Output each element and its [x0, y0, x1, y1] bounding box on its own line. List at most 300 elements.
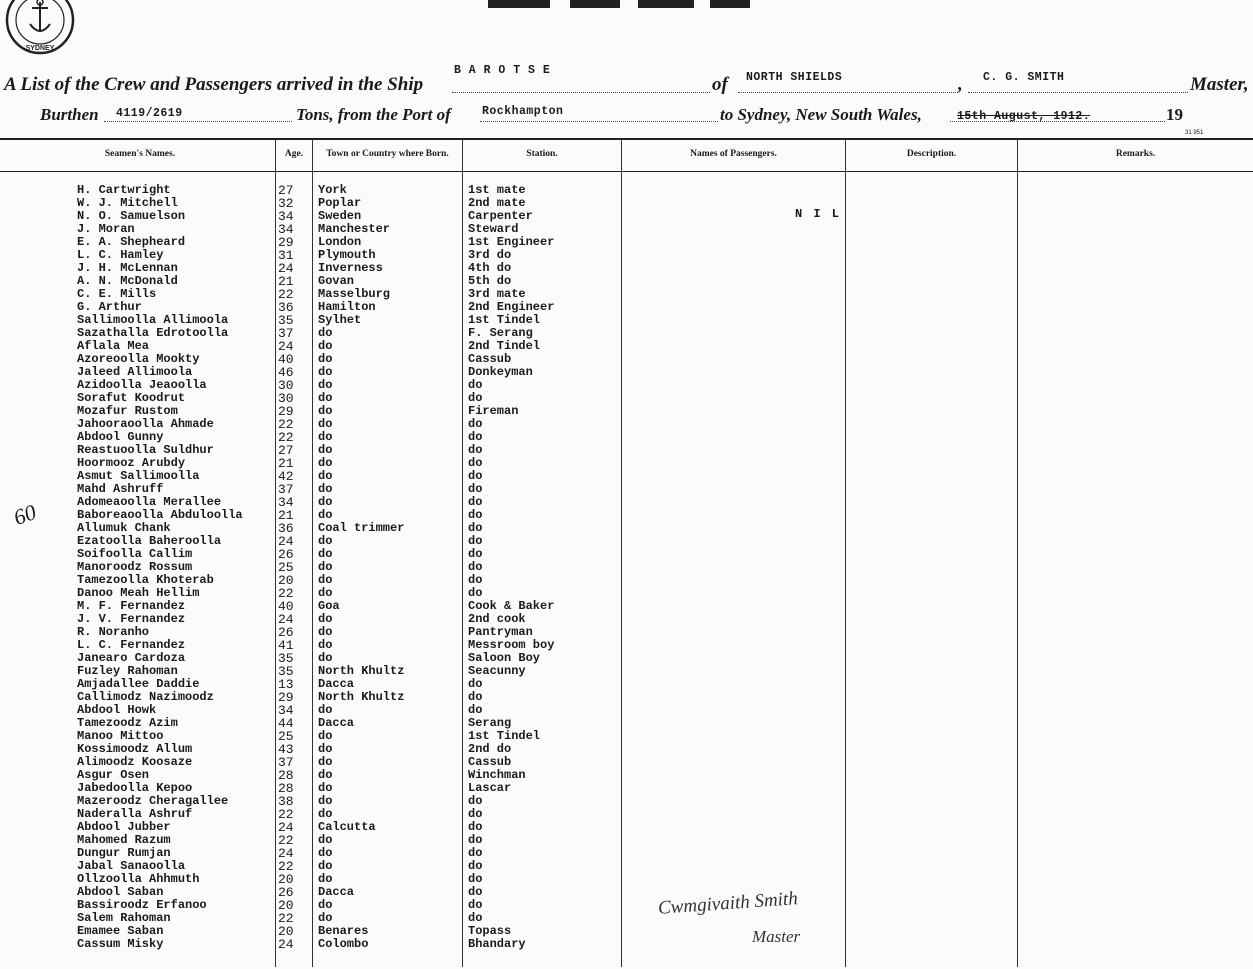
crew-born: London — [318, 235, 362, 249]
crew-station: Seacunny — [468, 664, 526, 678]
crew-age: 27 — [278, 443, 294, 458]
crew-born: do — [318, 456, 333, 470]
crew-born: do — [318, 495, 333, 509]
crew-born: do — [318, 911, 333, 925]
crew-age: 42 — [278, 469, 294, 484]
crew-name: Abdool Jubber — [77, 820, 171, 834]
crew-age: 30 — [278, 391, 294, 406]
crew-age: 26 — [278, 885, 294, 900]
header-remnant-mark — [488, 0, 768, 10]
crew-born: do — [318, 326, 333, 340]
crew-station: do — [468, 911, 483, 925]
crew-name: Manoo Mittoo — [77, 729, 164, 743]
crew-row — [0, 912, 1253, 925]
date-dots — [950, 121, 1165, 122]
crew-born: do — [318, 612, 333, 626]
crew-born: do — [318, 651, 333, 665]
crew-born: do — [318, 898, 333, 912]
crew-age: 22 — [278, 430, 294, 445]
crew-name: Reastuoolla Suldhur — [77, 443, 214, 457]
crew-born: Govan — [318, 274, 355, 288]
crew-born: Benares — [318, 924, 369, 938]
crew-name: Danoo Meah Hellim — [77, 586, 200, 600]
crew-name: L. C. Fernandez — [77, 638, 186, 652]
crew-name: C. E. Mills — [77, 287, 157, 301]
crew-born: do — [318, 638, 333, 652]
crew-row — [0, 262, 1253, 275]
crew-born: do — [318, 625, 333, 639]
crew-born: do — [318, 807, 333, 821]
crew-name: G. Arthur — [77, 300, 142, 314]
crew-row — [0, 236, 1253, 249]
crew-name: L. C. Hamley — [77, 248, 164, 262]
crew-age: 27 — [278, 183, 294, 198]
crew-name: Kossimoodz Allum — [77, 742, 193, 756]
master-dots — [968, 92, 1188, 93]
crew-age: 22 — [278, 859, 294, 874]
crew-age: 29 — [278, 235, 294, 250]
crew-name: J. H. McLennan — [77, 261, 178, 275]
crew-row — [0, 418, 1253, 431]
crew-station: do — [468, 703, 483, 717]
title-prefix: A List of the Crew and Passengers arrived in the Ship — [4, 74, 424, 95]
to-label: to Sydney, New South Wales, — [720, 105, 922, 124]
crew-station: 2nd Tindel — [468, 339, 541, 353]
crew-born: Goa — [318, 599, 340, 613]
crew-name: Abdool Saban — [77, 885, 164, 899]
crew-row — [0, 249, 1253, 262]
crew-age: 25 — [278, 729, 294, 744]
crew-station: 5th do — [468, 274, 512, 288]
crew-born: Dacca — [318, 677, 355, 691]
crew-name: Fuzley Rahoman — [77, 664, 178, 678]
ship-name: B A R O T S E — [454, 64, 551, 77]
crew-name: Sorafut Koodrut — [77, 391, 186, 405]
col-header-passengers: Names of Passengers. — [690, 149, 777, 159]
crew-name: Mozafur Rustom — [77, 404, 178, 418]
crew-age: 34 — [278, 495, 294, 510]
crew-row — [0, 600, 1253, 613]
crew-born: Masselburg — [318, 287, 391, 301]
crew-station: do — [468, 846, 483, 860]
crew-born: do — [318, 547, 333, 561]
crew-name: M. F. Fernandez — [77, 599, 186, 613]
sydney-seal — [4, 0, 76, 60]
crew-row — [0, 639, 1253, 652]
comma-sep: , — [958, 74, 963, 95]
crew-station: 2nd Engineer — [468, 300, 555, 314]
crew-age: 22 — [278, 586, 294, 601]
crew-name: Mahomed Razum — [77, 833, 171, 847]
crew-age: 28 — [278, 781, 294, 796]
crew-row — [0, 392, 1253, 405]
crew-name: Jaleed Allimoola — [77, 365, 193, 379]
col-header-remarks: Remarks. — [1115, 149, 1156, 159]
crew-age: 28 — [278, 768, 294, 783]
crew-age: 32 — [278, 196, 294, 211]
crew-station: Cassub — [468, 755, 512, 769]
crew-name: J. V. Fernandez — [77, 612, 186, 626]
crew-born: do — [318, 430, 333, 444]
crew-name: Callimodz Nazimoodz — [77, 690, 214, 704]
crew-born: North Khultz — [318, 664, 405, 678]
crew-station: do — [468, 378, 483, 392]
crew-age: 25 — [278, 560, 294, 575]
crew-row — [0, 197, 1253, 210]
crew-born: do — [318, 469, 333, 483]
crew-age: 34 — [278, 703, 294, 718]
crew-born: Colombo — [318, 937, 369, 951]
crew-station: 1st Tindel — [468, 729, 541, 743]
burthen-value: 4119/2619 — [116, 107, 183, 120]
crew-age: 26 — [278, 547, 294, 562]
burthen-dots — [104, 121, 292, 122]
crew-row — [0, 925, 1253, 938]
crew-row — [0, 691, 1253, 704]
crew-name: Tamezoolla Khoterab — [77, 573, 214, 587]
col-header-names: Seamen's Names. — [104, 149, 176, 159]
crew-row — [0, 821, 1253, 834]
header-bottom-rule — [0, 171, 1253, 172]
crew-age: 20 — [278, 573, 294, 588]
crew-name: Amjadallee Daddie — [77, 677, 200, 691]
crew-station: Carpenter — [468, 209, 533, 223]
crew-age: 22 — [278, 287, 294, 302]
crew-age: 22 — [278, 833, 294, 848]
crew-row — [0, 834, 1253, 847]
crew-station: do — [468, 417, 483, 431]
crew-age: 20 — [278, 898, 294, 913]
crew-born: Plymouth — [318, 248, 376, 262]
crew-age: 41 — [278, 638, 294, 653]
crew-station: do — [468, 495, 483, 509]
crew-age: 35 — [278, 313, 294, 328]
crew-name: Naderalla Ashruf — [77, 807, 193, 821]
crew-age: 26 — [278, 625, 294, 640]
crew-row — [0, 288, 1253, 301]
crew-born: do — [318, 339, 333, 353]
crew-station: Donkeyman — [468, 365, 533, 379]
crew-name: Jabal Sanaoolla — [77, 859, 186, 873]
crew-station: do — [468, 677, 483, 691]
crew-name: Abdool Howk — [77, 703, 157, 717]
crew-name: R. Noranho — [77, 625, 150, 639]
crew-born: do — [318, 534, 333, 548]
crew-name: Tamezoodz Azim — [77, 716, 178, 730]
crew-age: 30 — [278, 378, 294, 393]
crew-age: 34 — [278, 209, 294, 224]
crew-name: Sallimoolla Allimoola — [77, 313, 229, 327]
crew-station: Lascar — [468, 781, 512, 795]
crew-name: Adomeaoolla Merallee — [77, 495, 222, 509]
crew-age: 35 — [278, 651, 294, 666]
crew-age: 22 — [278, 911, 294, 926]
crew-row — [0, 899, 1253, 912]
crew-name: Bassiroodz Erfanoo — [77, 898, 207, 912]
crew-born: do — [318, 846, 333, 860]
crew-name: Azidoolla Jeaoolla — [77, 378, 207, 392]
crew-name: Baboreaoolla Abduloolla — [77, 508, 243, 522]
crew-name: E. A. Shepheard — [77, 235, 186, 249]
crew-name: Aflala Mea — [77, 339, 150, 353]
crew-station: do — [468, 469, 483, 483]
crew-station: do — [468, 508, 483, 522]
crew-station: do — [468, 833, 483, 847]
from-port: Rockhampton — [482, 105, 564, 118]
crew-age: 37 — [278, 755, 294, 770]
crew-born: do — [318, 729, 333, 743]
crew-row — [0, 847, 1253, 860]
crew-age: 36 — [278, 521, 294, 536]
crew-name: Asgur Osen — [77, 768, 150, 782]
crew-born: do — [318, 833, 333, 847]
crew-name: Jahooraoolla Ahmade — [77, 417, 214, 431]
crew-station: 1st Engineer — [468, 235, 555, 249]
crew-name: Manoroodz Rossum — [77, 560, 193, 574]
crew-born: Sylhet — [318, 313, 362, 327]
col-header-born: Town or Country where Born. — [326, 149, 449, 159]
of-label: of — [712, 74, 728, 95]
crew-station: 3rd do — [468, 248, 512, 262]
home-port: NORTH SHIELDS — [746, 71, 843, 84]
form-number: 31 951 — [1185, 130, 1204, 136]
margin-note: 60 — [10, 499, 40, 531]
crew-name: Soifoolla Callim — [77, 547, 193, 561]
crew-row — [0, 379, 1253, 392]
crew-born: do — [318, 872, 333, 886]
crew-station: do — [468, 560, 483, 574]
crew-born: do — [318, 560, 333, 574]
crew-age: 43 — [278, 742, 294, 757]
crew-row — [0, 444, 1253, 457]
crew-age: 40 — [278, 599, 294, 614]
crew-name: Allumuk Chank — [77, 521, 171, 535]
crew-age: 24 — [278, 534, 294, 549]
crew-station: do — [468, 547, 483, 561]
crew-station: 1st mate — [468, 183, 526, 197]
crew-age: 46 — [278, 365, 294, 380]
crew-born: do — [318, 794, 333, 808]
header-top-rule — [0, 138, 1253, 140]
ship-dots — [452, 92, 710, 93]
crew-station: 2nd do — [468, 742, 512, 756]
crew-born: do — [318, 703, 333, 717]
crew-age: 21 — [278, 274, 294, 289]
crew-born: Manchester — [318, 222, 391, 236]
crew-row — [0, 756, 1253, 769]
crew-name: Ollzoolla Ahhmuth — [77, 872, 200, 886]
crew-age: 37 — [278, 482, 294, 497]
crew-name: Alimoodz Koosaze — [77, 755, 193, 769]
crew-row — [0, 626, 1253, 639]
crew-born: Calcutta — [318, 820, 376, 834]
crew-row — [0, 938, 1253, 951]
crew-station: 2nd mate — [468, 196, 526, 210]
crew-born: do — [318, 859, 333, 873]
crew-row — [0, 210, 1253, 223]
home-port-dots — [738, 92, 958, 93]
crew-born: do — [318, 768, 333, 782]
crew-station: do — [468, 872, 483, 886]
col-header-age: Age. — [284, 149, 304, 159]
crew-name: Asmut Sallimoolla — [77, 469, 200, 483]
crew-name: Jabedoolla Kepoo — [77, 781, 193, 795]
crew-station: 3rd mate — [468, 287, 526, 301]
crew-born: do — [318, 508, 333, 522]
crew-born: Coal trimmer — [318, 521, 405, 535]
crew-row — [0, 704, 1253, 717]
crew-born: do — [318, 573, 333, 587]
crew-station: do — [468, 573, 483, 587]
crew-born: do — [318, 742, 333, 756]
crew-station: do — [468, 430, 483, 444]
crew-age: 44 — [278, 716, 294, 731]
crew-age: 35 — [278, 664, 294, 679]
crew-row — [0, 470, 1253, 483]
crew-station: do — [468, 898, 483, 912]
tons-label: Tons, from the Port of — [296, 105, 451, 124]
crew-name: A. N. McDonald — [77, 274, 178, 288]
crew-station: Pantryman — [468, 625, 533, 639]
crew-station: Bhandary — [468, 937, 526, 951]
crew-age: 31 — [278, 248, 294, 263]
crew-station: Cook & Baker — [468, 599, 555, 613]
crew-born: do — [318, 365, 333, 379]
crew-station: 4th do — [468, 261, 512, 275]
crew-row — [0, 717, 1253, 730]
crew-row — [0, 613, 1253, 626]
crew-born: Inverness — [318, 261, 383, 275]
crew-born: do — [318, 378, 333, 392]
crew-station: do — [468, 794, 483, 808]
crew-born: Hamilton — [318, 300, 376, 314]
crew-age: 36 — [278, 300, 294, 315]
crew-name: Ezatoolla Baheroolla — [77, 534, 222, 548]
crew-age: 24 — [278, 937, 294, 952]
crew-born: do — [318, 417, 333, 431]
crew-name: Janearo Cardoza — [77, 651, 186, 665]
crew-row — [0, 223, 1253, 236]
crew-row — [0, 587, 1253, 600]
crew-name: H. Cartwright — [77, 183, 171, 197]
crew-born: do — [318, 781, 333, 795]
crew-station: do — [468, 885, 483, 899]
crew-station: do — [468, 443, 483, 457]
crew-station: Fireman — [468, 404, 519, 418]
burthen-label: Burthen — [40, 105, 99, 124]
crew-row — [0, 509, 1253, 522]
crew-age: 24 — [278, 339, 294, 354]
crew-name: Salem Rahoman — [77, 911, 171, 925]
passengers-nil: N I L — [795, 207, 842, 221]
crew-age: 20 — [278, 924, 294, 939]
crew-name: Emamee Saban — [77, 924, 164, 938]
crew-name: Mazeroodz Cheragallee — [77, 794, 229, 808]
crew-station: 2nd cook — [468, 612, 526, 626]
crew-row — [0, 327, 1253, 340]
master-name: C. G. SMITH — [983, 71, 1065, 84]
crew-station: Topass — [468, 924, 512, 938]
crew-station: Serang — [468, 716, 512, 730]
crew-age: 22 — [278, 417, 294, 432]
crew-born: North Khultz — [318, 690, 405, 704]
crew-station: do — [468, 586, 483, 600]
crew-name: W. J. Mitchell — [77, 196, 178, 210]
crew-station: Messroom boy — [468, 638, 555, 652]
crew-name: Mahd Ashruff — [77, 482, 164, 496]
crew-station: 1st Tindel — [468, 313, 541, 327]
crew-born: do — [318, 482, 333, 496]
crew-age: 34 — [278, 222, 294, 237]
crew-born: Dacca — [318, 885, 355, 899]
crew-age: 29 — [278, 690, 294, 705]
crew-born: do — [318, 352, 333, 366]
crew-age: 24 — [278, 261, 294, 276]
crew-station: do — [468, 807, 483, 821]
from-port-dots — [480, 121, 718, 122]
year-suffix: 19 — [1166, 105, 1183, 124]
crew-born: Poplar — [318, 196, 362, 210]
col-header-station: Station. — [526, 149, 558, 159]
crew-station: F. Serang — [468, 326, 533, 340]
crew-age: 40 — [278, 352, 294, 367]
crew-name: Cassum Misky — [77, 937, 164, 951]
crew-station: do — [468, 456, 483, 470]
crew-born: York — [318, 183, 347, 197]
crew-name: Dungur Rumjan — [77, 846, 171, 860]
crew-age: 37 — [278, 326, 294, 341]
crew-age: 24 — [278, 612, 294, 627]
crew-station: do — [468, 521, 483, 535]
crew-name: Hoormooz Arubdy — [77, 456, 186, 470]
seal-text: SYDNEY — [25, 45, 55, 52]
crew-born: do — [318, 391, 333, 405]
crew-row — [0, 652, 1253, 665]
crew-age: 22 — [278, 807, 294, 822]
crew-age: 38 — [278, 794, 294, 809]
crew-name: Sazathalla Edrotoolla — [77, 326, 229, 340]
crew-born: do — [318, 755, 333, 769]
crew-station: do — [468, 534, 483, 548]
crew-born: do — [318, 443, 333, 457]
crew-name: Azoreoolla Mookty — [77, 352, 200, 366]
crew-row — [0, 873, 1253, 886]
crew-station: do — [468, 391, 483, 405]
crew-row — [0, 184, 1253, 197]
crew-born: Sweden — [318, 209, 362, 223]
crew-age: 21 — [278, 508, 294, 523]
crew-born: do — [318, 586, 333, 600]
crew-station: Cassub — [468, 352, 512, 366]
col-header-description: Description. — [906, 149, 957, 159]
crew-born: do — [318, 404, 333, 418]
crew-name: Abdool Gunny — [77, 430, 164, 444]
crew-age: 24 — [278, 820, 294, 835]
crew-row — [0, 275, 1253, 288]
crew-age: 24 — [278, 846, 294, 861]
crew-station: Steward — [468, 222, 519, 236]
crew-station: do — [468, 690, 483, 704]
master-signature: Cwmgivaith Smith — [657, 888, 799, 919]
crew-station: Winchman — [468, 768, 526, 782]
crew-age: 13 — [278, 677, 294, 692]
crew-age: 21 — [278, 456, 294, 471]
signature-title: Master — [752, 927, 801, 946]
crew-station: do — [468, 859, 483, 873]
crew-station: do — [468, 820, 483, 834]
crew-age: 20 — [278, 872, 294, 887]
master-label: Master, — [1190, 74, 1249, 95]
